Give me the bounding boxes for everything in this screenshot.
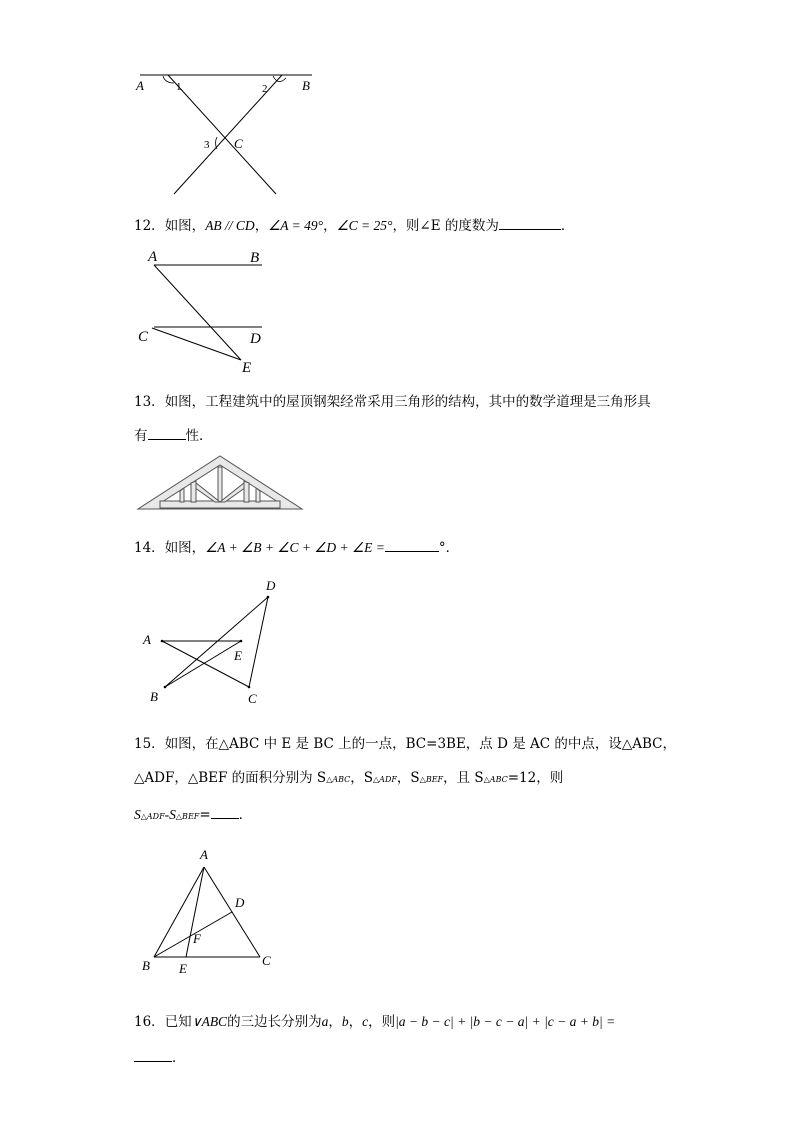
point-e: [240, 640, 243, 643]
math-angle-sum: ∠A + ∠B + ∠C + ∠D + ∠E =: [205, 540, 385, 555]
label-d: D: [266, 578, 276, 593]
question-number: 12．: [134, 218, 165, 234]
question-number: 16．: [134, 1014, 165, 1030]
label-a: A: [200, 847, 208, 862]
label-c: C: [248, 691, 257, 706]
label-a: A: [143, 632, 151, 647]
period: ．: [238, 807, 253, 823]
question-13-line2: [134, 424, 213, 444]
figure-parallel-lines: [134, 244, 274, 376]
figure-star-angles: [140, 575, 290, 710]
separator: ，: [323, 218, 337, 234]
subscript: △ABC: [326, 775, 351, 784]
subscript: △ADF: [373, 775, 397, 784]
math-a: a: [321, 1014, 329, 1029]
truss-king-post: [218, 467, 222, 502]
question-15-line2: [134, 766, 563, 786]
label-b: B: [150, 689, 158, 704]
point-a: [161, 640, 164, 643]
question-16-line2: [134, 1046, 186, 1066]
label-c: C: [138, 329, 149, 345]
truss-post-right: [244, 481, 249, 502]
question-text: 如图，: [164, 218, 206, 234]
question-text: ，则∠E 的度数为: [392, 218, 499, 234]
label-3: 3: [204, 139, 210, 151]
subscript: △ADF: [140, 812, 165, 821]
question-text: 的三边长分别为: [227, 1014, 322, 1030]
point-c: [248, 686, 251, 689]
label-a: A: [136, 78, 144, 93]
math-c: c: [362, 1014, 369, 1029]
question-text: =12，则: [507, 770, 564, 786]
math-parallel: AB // CD: [205, 218, 255, 233]
point-d: [267, 596, 270, 599]
math-angle-c: ∠C = 25°: [336, 218, 393, 233]
label-e: E: [242, 360, 252, 376]
question-text: 有: [134, 428, 148, 444]
angle-2-arc: [273, 76, 286, 82]
question-text: △ADF，△BEF 的面积分别为 S: [134, 770, 327, 786]
subscript: △BEF: [175, 812, 200, 821]
label-2: 2: [262, 83, 268, 95]
line-bc-left: [168, 75, 276, 194]
subscript: △ABC: [483, 775, 508, 784]
line-ae: [154, 265, 241, 360]
question-text: 性．: [185, 428, 213, 444]
math-angle-a: ∠A = 49°: [268, 218, 324, 233]
math-abs-expression: |a − b − c| + |b − c − a| + |c − a + b| =: [395, 1014, 616, 1029]
label-d: D: [235, 895, 245, 910]
label-b: B: [142, 958, 150, 973]
label-b: B: [250, 250, 260, 266]
question-12: [134, 214, 574, 234]
line-ce: [152, 328, 241, 360]
label-f: F: [193, 931, 201, 946]
question-number: 15．: [134, 736, 165, 752]
math-s: -S: [164, 807, 176, 822]
label-e: E: [179, 961, 187, 976]
question-text: 已知: [164, 1014, 192, 1030]
figure-roof-truss: [136, 454, 306, 512]
label-c: C: [234, 136, 243, 151]
truss-post-left: [191, 481, 196, 502]
question-text: ，S: [350, 770, 374, 786]
point-b: [164, 686, 167, 689]
question-text: 如图，: [164, 540, 206, 556]
truss-post-far-right: [256, 488, 260, 502]
label-c: C: [262, 953, 271, 968]
label-e: E: [234, 648, 242, 663]
equals: =: [199, 807, 211, 823]
question-number: 14．: [134, 540, 165, 556]
question-text: ，S: [396, 770, 420, 786]
answer-blank[interactable]: [134, 1049, 172, 1062]
question-text: 如图，在△ABC 中 E 是 BC 上的一点，BC=3BE，点 D 是 AC 的中点，设△ABC，: [164, 736, 677, 752]
question-text: ，则: [368, 1014, 396, 1030]
question-text: ，且 S: [443, 770, 484, 786]
answer-blank[interactable]: [385, 539, 439, 552]
line-be: [165, 641, 241, 687]
label-b: B: [302, 78, 310, 93]
degree-period: °．: [438, 540, 460, 556]
period: ．: [560, 218, 575, 234]
truss-post-far-left: [180, 488, 184, 502]
line-bd: [165, 597, 268, 687]
separator: ，: [254, 218, 269, 234]
answer-blank[interactable]: [148, 427, 186, 440]
question-14: [134, 536, 459, 556]
separator: ，: [328, 1014, 342, 1030]
math-triangle: ∨ABC: [191, 1014, 228, 1029]
subscript: △BEF: [419, 775, 444, 784]
math-b: b: [341, 1014, 349, 1029]
question-text: 如图，工程建筑中的屋顶钢架经常采用三角形的结构，其中的数学道理是三角形具: [164, 394, 651, 410]
figure-angles-x: [130, 66, 330, 196]
question-13: [134, 390, 651, 410]
question-15: [134, 732, 676, 752]
label-1: 1: [176, 81, 182, 93]
question-16: [134, 1010, 615, 1030]
math-s: S: [134, 807, 141, 822]
answer-blank[interactable]: [211, 806, 239, 819]
separator: ，: [348, 1014, 363, 1030]
figure-triangle-abc: [134, 845, 284, 980]
label-a: A: [148, 249, 158, 265]
period: ．: [172, 1050, 186, 1066]
question-number: 13．: [134, 394, 165, 410]
label-d: D: [250, 331, 261, 347]
answer-blank[interactable]: [499, 217, 561, 230]
question-15-line3: [134, 803, 252, 823]
